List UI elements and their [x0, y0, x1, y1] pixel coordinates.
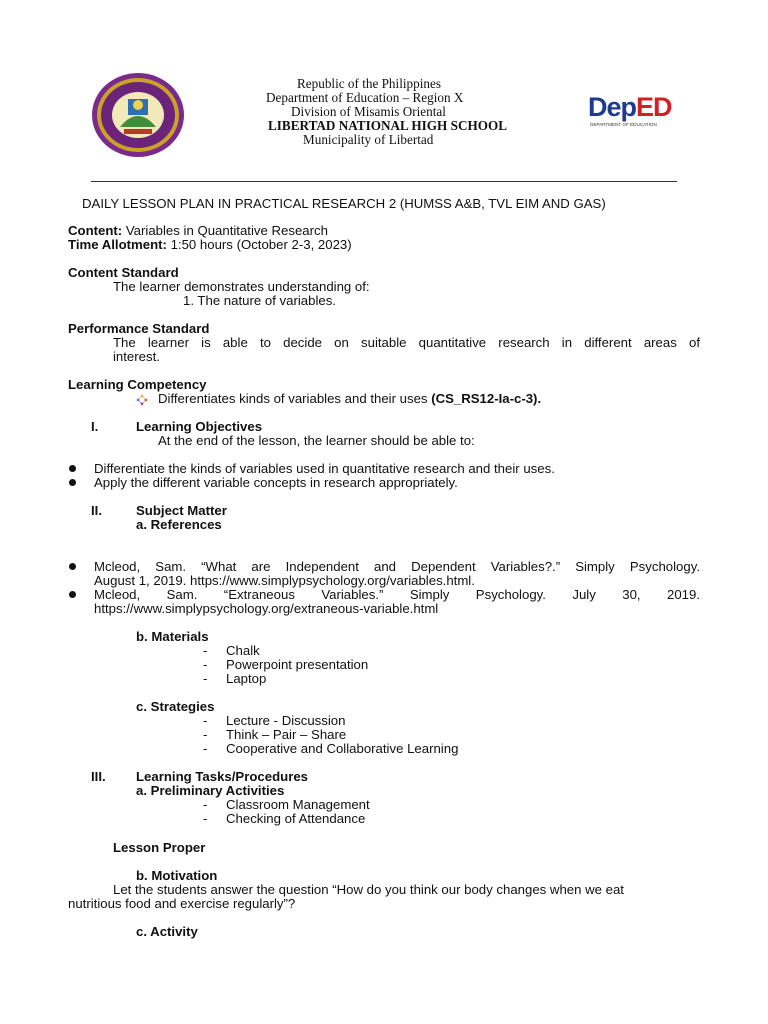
- page-title: DAILY LESSON PLAN IN PRACTICAL RESEARCH 2 (HUMSS A&B, TVL EIM AND GAS): [82, 196, 606, 211]
- list-dash: -: [203, 727, 208, 742]
- materials-heading: b. Materials: [136, 629, 209, 644]
- learning-competency-line: [158, 392, 541, 406]
- list-dash: -: [203, 811, 208, 826]
- header-division: Division of Misamis Oriental: [291, 104, 446, 119]
- objective-item: Apply the different variable concepts in research appropriately.: [94, 475, 458, 490]
- performance-standard-heading: Performance Standard: [68, 321, 210, 336]
- arrow-bullet-icon: [136, 394, 148, 406]
- motivation-line: Let the students answer the question “How do you think our body changes when we eat: [113, 882, 624, 897]
- header-municipality: Municipality of Libertad: [303, 132, 434, 147]
- procedures-numeral: III.: [91, 769, 106, 784]
- content-standard-item: 1. The nature of variables.: [183, 293, 336, 308]
- strategy-item: Cooperative and Collaborative Learning: [226, 741, 459, 756]
- content-label: Content:: [68, 223, 123, 238]
- lesson-proper-heading: Lesson Proper: [113, 840, 206, 855]
- learning-competency-text: Differentiates kinds of variables and their uses: [158, 391, 432, 406]
- list-dash: -: [203, 797, 208, 812]
- reference-line: Mcleod, Sam. “What are Independent and Dependent Variables?.” Simply Psychology.: [94, 559, 700, 574]
- header-school: LIBERTAD NATIONAL HIGH SCHOOL: [268, 118, 508, 133]
- objective-item: Differentiate the kinds of variables used in quantitative research and their uses.: [94, 461, 555, 476]
- material-item: Laptop: [226, 671, 267, 686]
- references-heading: a. References: [136, 517, 222, 532]
- preliminary-item: Classroom Management: [226, 797, 370, 812]
- subject-matter-numeral: II.: [91, 503, 102, 518]
- list-dash: -: [203, 671, 208, 686]
- list-dash: -: [203, 741, 208, 756]
- deped-logo: [588, 92, 688, 132]
- content-standard-intro: The learner demonstrates understanding of:: [113, 279, 370, 294]
- material-item: Chalk: [226, 643, 260, 658]
- objectives-intro: At the end of the lesson, the learner should be able to:: [158, 433, 475, 448]
- objectives-numeral: I.: [91, 419, 99, 434]
- strategy-item: Lecture - Discussion: [226, 713, 346, 728]
- school-seal: [90, 71, 186, 159]
- header-republic: Republic of the Philippines: [297, 76, 441, 91]
- activity-heading: c. Activity: [136, 924, 198, 939]
- procedures-heading: Learning Tasks/Procedures: [136, 769, 308, 784]
- subject-matter-heading: Subject Matter: [136, 503, 227, 518]
- material-item: Powerpoint presentation: [226, 657, 369, 672]
- deped-logo-ed: ED: [636, 92, 672, 122]
- list-dash: -: [203, 643, 208, 658]
- bullet-icon: [69, 479, 76, 486]
- strategies-heading: c. Strategies: [136, 699, 215, 714]
- list-dash: -: [203, 713, 208, 728]
- reference-line: Mcleod, Sam. “Extraneous Variables.” Simply Psychology. July 30, 2019.: [94, 587, 700, 602]
- list-dash: -: [203, 657, 208, 672]
- reference-line: https://www.simplypsychology.org/extraneous-variable.html: [94, 601, 439, 616]
- content-standard-heading: Content Standard: [68, 265, 179, 280]
- header-department: Department of Education – Region X: [266, 90, 464, 105]
- preliminary-item: Checking of Attendance: [226, 811, 366, 826]
- learning-competency-heading: Learning Competency: [68, 377, 207, 392]
- learning-competency-code: (CS_RS12-Ia-c-3).: [431, 391, 542, 406]
- time-allotment-line: [68, 238, 352, 252]
- bullet-icon: [69, 591, 76, 598]
- bullet-icon: [69, 465, 76, 472]
- motivation-line: nutritious food and exercise regularly”?: [68, 896, 296, 911]
- performance-standard-line2: interest.: [113, 349, 160, 364]
- deped-logo-subtext: DEPARTMENT OF EDUCATION: [590, 122, 657, 127]
- preliminary-heading: a. Preliminary Activities: [136, 783, 285, 798]
- time-allotment-value: 1:50 hours (October 2-3, 2023): [166, 237, 352, 252]
- content-value: Variables in Quantitative Research: [122, 223, 328, 238]
- performance-standard-line1: The learner is able to decide on suitable quantitative research in different areas of: [113, 335, 700, 350]
- strategy-item: Think – Pair – Share: [226, 727, 347, 742]
- header-divider: [91, 181, 677, 182]
- reference-line: August 1, 2019. https://www.simplypsychology.org/variables.html.: [94, 573, 475, 588]
- objectives-heading: Learning Objectives: [136, 419, 263, 434]
- content-line: [68, 224, 328, 238]
- bullet-icon: [69, 563, 76, 570]
- time-allotment-label: Time Allotment:: [68, 237, 167, 252]
- deped-logo-dep: Dep: [588, 92, 637, 122]
- motivation-heading: b. Motivation: [136, 868, 218, 883]
